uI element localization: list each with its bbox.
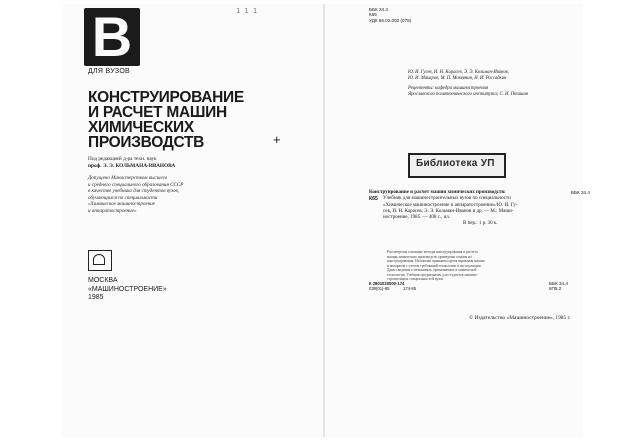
bbk-line: ББК 34.4 — [549, 281, 568, 286]
plus-mark: + — [273, 132, 281, 147]
annotation-line: машин химических производств, приведены основы их — [387, 254, 472, 259]
annotation-text — [387, 250, 557, 282]
imprint — [88, 277, 167, 303]
title-line: ПРОИЗВОДСТВ — [88, 134, 205, 151]
editor-line: Под редакцией д-ра техн. наук — [88, 156, 157, 162]
annotation-line: строительных специальностей вузов. — [387, 277, 444, 281]
annotation-line: конструирования. Изложены принципы проектирования машин — [387, 259, 485, 263]
bbk-line: УДК 66.02.002 (075) — [369, 17, 412, 23]
reviewers-line: Рецензенты: кафедра машиностроения — [408, 85, 489, 91]
series-letter-logo: В — [84, 8, 140, 66]
price-line: В пер.: 1 р. 30 к. — [463, 221, 498, 227]
editor-line: проф. Э. Э. КОЛЬМАНА-ИВАНОВА — [88, 163, 176, 169]
book-title — [88, 90, 244, 150]
authors-line: Ю. И. Гусев, И. Н. Карасев, Э. Э. Кольман-Иванов, — [408, 70, 510, 75]
reviewers-line: Ярославского политехнического института; С. И. Пташин — [408, 92, 529, 98]
approval-line: Допущено Министерством высшего — [88, 175, 168, 181]
approval-line: обучающихся по специальности — [88, 194, 158, 201]
imprint-year: 1985 — [88, 294, 104, 301]
bbk-line: 6П5.2 — [549, 286, 562, 292]
left-page — [62, 4, 324, 437]
authors-block — [408, 70, 528, 99]
catalog-line: сев, И. Н. Карасев, Э. Э. Кольман-Иванов и др. — М.: Маши- — [383, 208, 514, 214]
publisher-logo-icon — [88, 250, 112, 271]
approval-line: и аппаратостроение» — [88, 207, 137, 214]
annotation-line: и аппаратов с учетом требований технологии и эксплуатации. — [387, 263, 482, 268]
library-stamp-text: Библиотека УП — [416, 158, 495, 169]
editor-credit — [88, 156, 175, 170]
imprint-city: МОСКВА — [88, 277, 118, 284]
authors-line: Ю. И. Макаров, М. П. Макевнин, Н. И. Рассадкин — [408, 76, 507, 82]
shelf-bbk: ББК 34.4 — [571, 190, 590, 195]
handwritten-note: 1 1 1 — [236, 7, 258, 15]
approval-line: и среднего специального образования СССР — [88, 181, 184, 188]
catalog-codes — [369, 281, 416, 291]
code-line: К 2801020000-174 — [369, 281, 405, 286]
approval-line: в качестве учебника для студентов вузов, — [88, 188, 180, 195]
annotation-line: технологии. Учебник предназначен для студентов машино- — [387, 272, 478, 277]
catalog-line: Учебник для машиностроительных вузов по специальности — [383, 196, 511, 202]
imprint-publisher: «МАШИНОСТРОЕНИЕ» — [88, 285, 167, 293]
catalog-line: «Химическое машиностроение и аппаратостроение»/Ю. И. Гу- — [383, 202, 518, 208]
bbk-classification-top — [369, 7, 411, 23]
right-page — [325, 4, 590, 437]
code-line: 174-85 — [403, 286, 417, 291]
catalog-heading: Конструирование и расчет машин химических производств: — [369, 190, 506, 195]
title-line: КОНСТРУИРОВАНИЕ — [88, 89, 244, 106]
annotation-line: Даны сведения о механизмах, применяемых в химической — [387, 268, 477, 272]
bbk-line: ББК 34.4 — [369, 7, 388, 12]
approval-line: «Химическое машиностроение — [88, 201, 156, 208]
copyright-notice: © Издательство «Машиностроение», 1985 г. — [469, 315, 571, 321]
title-line: ХИМИЧЕСКИХ — [88, 119, 194, 136]
series-label: ДЛЯ ВУЗОВ — [88, 68, 131, 75]
annotation-line: Рассмотрены основные методы конструирования и расчета — [387, 250, 478, 254]
bbk-classification-bottom — [549, 281, 568, 292]
catalog-line: ностроение, 1985. — 408 с., ил. — [383, 215, 451, 221]
title-line: И РАСЧЕТ МАШИН — [88, 104, 227, 121]
approval-note — [88, 175, 183, 215]
code-line: 038(01)-85 — [369, 286, 390, 291]
bbk-line: К65 — [369, 12, 377, 18]
library-stamp — [408, 153, 506, 178]
catalog-code: К65 — [369, 196, 378, 202]
